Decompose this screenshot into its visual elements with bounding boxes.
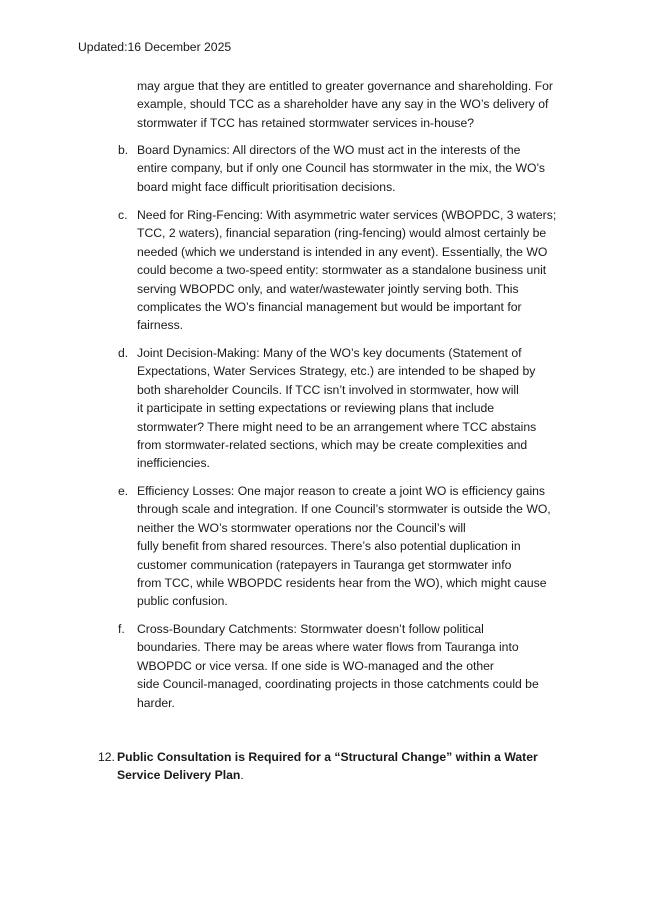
text-line: WBOPDC or vice versa. If one side is WO-managed and the other (137, 658, 494, 673)
text-line: through scale and integration. If one Council’s stormwater is outside the WO, (137, 502, 551, 517)
text-line: fully benefit from shared resources. There’s also potential duplication in (137, 539, 521, 554)
text-line: stormwater if TCC has retained stormwater services in-house? (137, 115, 475, 130)
text-line: from stormwater-related sections, which may be create complexities and (137, 438, 528, 453)
text-line: inefficiencies. (137, 456, 210, 471)
text-line: may argue that they are entitled to greater governance and shareholding. For (137, 79, 553, 93)
list-number: 12. (98, 750, 115, 764)
text-line: TCC, 2 waters), financial separation (ring-fencing) would almost certainly be (137, 226, 547, 241)
list-label: b. (118, 143, 129, 157)
text-line: Efficiency Losses: One major reason to create a joint WO is efficiency gains (137, 484, 546, 498)
text-line: board might face difficult prioritisation decisions. (137, 179, 396, 194)
text-line: neither the WO’s stormwater operations nor the Council’s will (137, 520, 466, 535)
text-line: serving WBOPDC only, and water/wastewater jointly serving both. This (137, 281, 519, 296)
text-line: Cross-Boundary Catchments: Stormwater doesn’t follow political (137, 622, 484, 636)
text-line: Joint Decision-Making: Many of the WO’s key documents (Statement of (137, 346, 522, 360)
heading-line: Public Consultation is Required for a “Structural Change” within a Water (117, 750, 538, 764)
text-line: harder. (137, 695, 175, 710)
list-item-d (118, 344, 578, 473)
list-label: f. (118, 622, 125, 636)
numbered-heading-12 (98, 748, 578, 785)
text-line: customer communication (ratepayers in Tauranga get stormwater info (137, 557, 512, 572)
text-line: side Council-managed, coordinating projects in those catchments could be (137, 677, 539, 692)
heading-line: Service Delivery Plan (117, 768, 241, 783)
list-label: c. (118, 208, 128, 222)
intro-paragraph (137, 77, 577, 132)
text-line: fairness. (137, 318, 184, 333)
list-item-f (118, 620, 578, 712)
list-item-b (118, 141, 578, 196)
list-label: d. (118, 346, 129, 360)
text-line: Expectations, Water Services Strategy, etc.) are intended to be shaped by (137, 364, 536, 379)
text-line: it participate in setting expectations or reviewing plans that include (137, 401, 495, 416)
text-line: boundaries. There may be areas where water flows from Tauranga into (137, 640, 519, 655)
text-line: could become a two-speed entity: stormwater as a standalone business unit (137, 263, 547, 278)
list-label: e. (118, 484, 129, 498)
text-line: needed (which we understand is intended in any event). Essentially, the WO (137, 244, 548, 259)
heading-period: . (240, 768, 244, 783)
text-line: from TCC, while WBOPDC residents hear from the WO), which might cause (137, 576, 547, 591)
text-line: Board Dynamics: All directors of the WO must act in the interests of the (137, 143, 521, 157)
list-item-c (118, 206, 578, 335)
text-line: public confusion. (137, 594, 228, 609)
updated-date: Updated:16 December 2025 (78, 40, 232, 54)
text-line: Need for Ring-Fencing: With asymmetric water services (WBOPDC, 3 waters; (137, 208, 557, 222)
list-item-e (118, 482, 578, 611)
text-line: example, should TCC as a shareholder have any say in the WO’s delivery of (137, 97, 549, 112)
text-line: complicates the WO’s financial management but would be important for (137, 300, 522, 315)
text-line: entire company, but if only one Council has stormwater in the mix, the WO’s (137, 161, 546, 176)
text-line: both shareholder Councils. If TCC isn’t involved in stormwater, how will (137, 382, 519, 397)
text-line: stormwater? There might need to be an arrangement where TCC abstains (137, 419, 537, 434)
